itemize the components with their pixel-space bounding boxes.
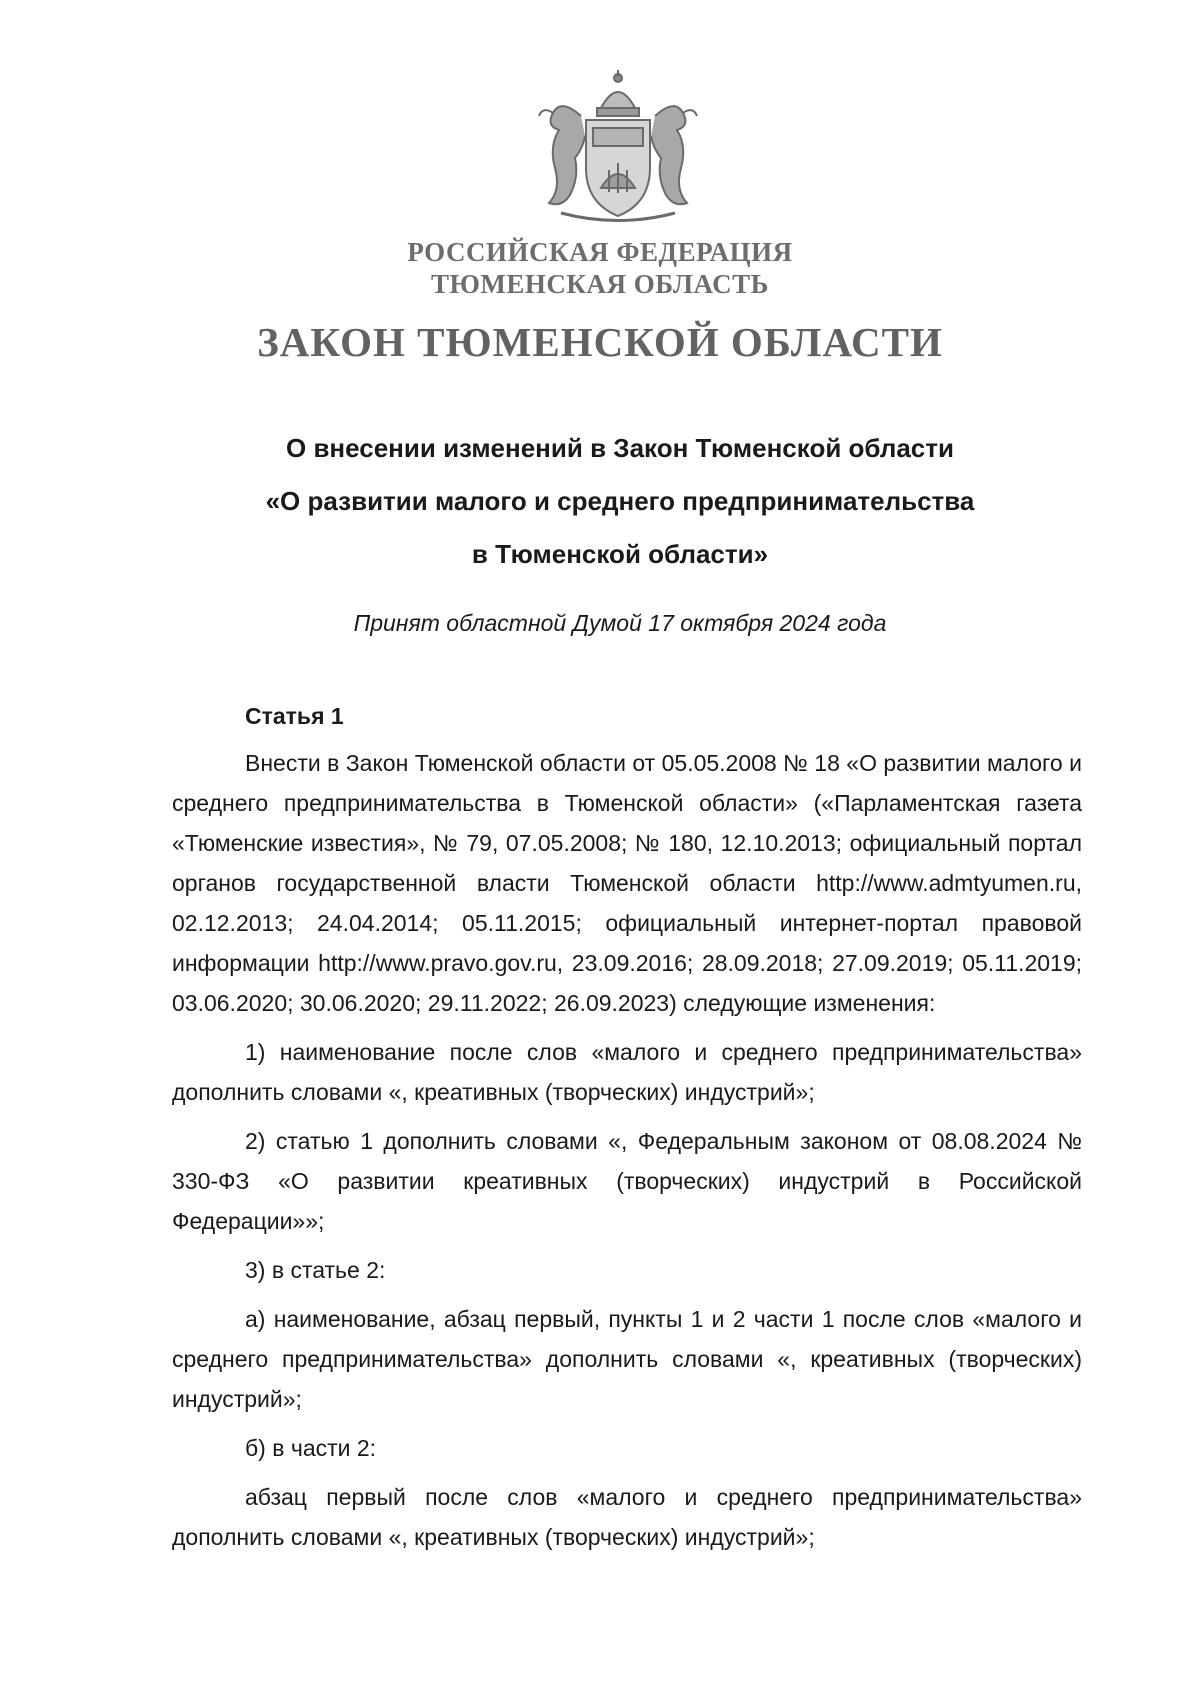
- adoption-date: Принят областной Думой 17 октября 2024 года: [353, 610, 887, 636]
- header-region: ТЮМЕНСКАЯ ОБЛАСТЬ: [430, 269, 770, 299]
- paragraph-item-1: 1) наименование после слов «малого и среднего предпринимательства» дополнить словами «, креативных (творческих) индустрий»;: [172, 1039, 1082, 1105]
- paragraph-item-3b-1: абзац первый после слов «малого и среднего предпринимательства» дополнить словами «, креативных (творческих) индустрий»;: [172, 1484, 1082, 1550]
- paragraph-item-2: 2) статью 1 дополнить словами «, Федеральным законом от 08.08.2024 № 330-ФЗ «О развитии креативных (творческих) индустрий в Российской Федерации»»;: [172, 1128, 1082, 1234]
- title-line-3: в Тюменской области»: [471, 539, 769, 569]
- title-line-2: «О развитии малого и среднего предпринимательства: [265, 486, 975, 516]
- document-title: [160, 422, 1080, 581]
- title-line-1: О внесении изменений в Закон Тюменской области: [286, 433, 954, 463]
- tyumen-coat-of-arms-icon: [531, 68, 706, 228]
- header-law-title: ЗАКОН ТЮМЕНСКОЙ ОБЛАСТИ: [257, 319, 943, 365]
- paragraph-intro: Внести в Закон Тюменской области от 05.05.2008 № 18 «О развитии малого и среднего предпринимательства в Тюменской области» («Парламентская газета «Тюменские известия», № 79, 07.05.2008; № 180, 12.10.2013; официальный портал органов государственной власти Тюменской области http://www.admtyumen.ru, 02.12.2013; 24.04.2014; 05.11.2015; официальный интернет-портал правовой информации http://www.pravo.gov.ru, 23.09.2016; 28.09.2018; 27.09.2019; 05.11.2019; 03.06.2020; 30.06.2020; 29.11.2022; 26.09.2023) следующие изменения:: [172, 750, 1082, 1016]
- article-body: [172, 743, 1082, 1566]
- paragraph-item-3: 3) в статье 2:: [245, 1257, 386, 1283]
- article-heading: Статья 1: [245, 703, 344, 729]
- paragraph-item-3a: а) наименование, абзац первый, пункты 1 и 2 части 1 после слов «малого и среднего предпринимательства» дополнить словами «, креативных (творческих) индустрий»;: [172, 1306, 1082, 1412]
- paragraph-item-3b: б) в части 2:: [245, 1435, 377, 1461]
- header-country: РОССИЙСКАЯ ФЕДЕРАЦИЯ: [407, 237, 793, 267]
